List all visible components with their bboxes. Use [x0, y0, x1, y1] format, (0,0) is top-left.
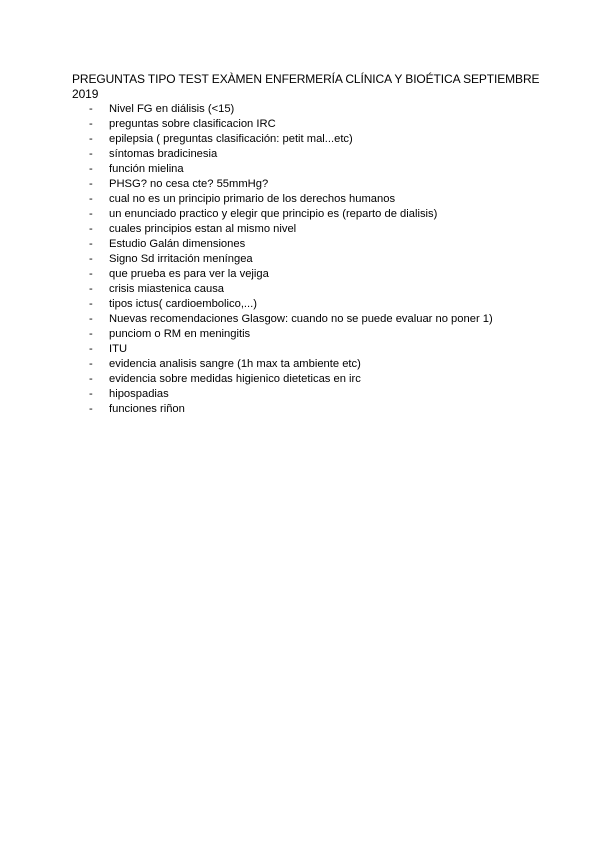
list-item — [72, 192, 542, 207]
list-bullet: - — [89, 193, 93, 205]
list-item-text: epilepsia ( preguntas clasificación: petit mal...etc) — [109, 133, 353, 145]
list-bullet: - — [89, 103, 93, 115]
list-item-text: Nivel FG en diálisis (<15) — [109, 103, 235, 115]
list-bullet: - — [89, 118, 93, 130]
list-item — [72, 162, 542, 177]
list-item — [72, 117, 542, 132]
list-bullet: - — [89, 208, 93, 220]
list-item — [72, 312, 542, 327]
list-item — [72, 282, 542, 297]
list-bullet: - — [89, 388, 93, 400]
document-title: PREGUNTAS TIPO TEST EXÀMEN ENFERMERÍA CLÍNICA Y BIOÉTICA SEPTIEMBRE 2019 — [72, 72, 540, 101]
list-bullet: - — [89, 328, 93, 340]
list-bullet: - — [89, 178, 93, 190]
list-item — [72, 177, 542, 192]
list-item-text: función mielina — [109, 163, 184, 175]
list-bullet: - — [89, 298, 93, 310]
list-item-text: punciom o RM en meningitis — [109, 328, 251, 340]
list-item-text: un enunciado practico y elegir que principio es (reparto de dialisis) — [109, 208, 438, 220]
list-item-text: PHSG? no cesa cte? 55mmHg? — [109, 178, 269, 190]
list-item-text: tipos ictus( cardioembolico,...) — [109, 298, 257, 310]
list-item-text: Signo Sd irritación meníngea — [109, 253, 253, 265]
list-item — [72, 297, 542, 312]
list-item-text: crisis miastenica causa — [109, 283, 225, 295]
list-item — [72, 387, 542, 402]
list-item-text: hipospadias — [109, 388, 169, 400]
list-item-text: ITU — [109, 343, 128, 355]
list-bullet: - — [89, 343, 93, 355]
list-bullet: - — [89, 313, 93, 325]
list-item-text: evidencia analisis sangre (1h max ta ambiente etc) — [109, 358, 361, 370]
list-bullet: - — [89, 358, 93, 370]
list-bullet: - — [89, 133, 93, 145]
list-item-text: evidencia sobre medidas higienico dieteticas en irc — [109, 373, 361, 385]
list-item-text: Nuevas recomendaciones Glasgow: cuando no se puede evaluar no poner 1) — [109, 313, 493, 325]
list-bullet: - — [89, 403, 93, 415]
list-bullet: - — [89, 253, 93, 265]
list-item-text: que prueba es para ver la vejiga — [109, 268, 269, 280]
list-item — [72, 372, 542, 387]
list-bullet: - — [89, 373, 93, 385]
list-item — [72, 357, 542, 372]
list-item — [72, 207, 542, 222]
list-item — [72, 102, 542, 117]
list-item-text: funciones riñon — [109, 403, 185, 415]
list-bullet: - — [89, 238, 93, 250]
list-item — [72, 267, 542, 282]
list-bullet: - — [89, 163, 93, 175]
list-item-text: Estudio Galán dimensiones — [109, 238, 246, 250]
list-item — [72, 222, 542, 237]
list-item — [72, 342, 542, 357]
list-item — [72, 327, 542, 342]
list-item-text: preguntas sobre clasificacion IRC — [109, 118, 276, 130]
list-bullet: - — [89, 223, 93, 235]
question-list — [72, 102, 542, 417]
list-bullet: - — [89, 283, 93, 295]
list-item — [72, 237, 542, 252]
list-item — [72, 132, 542, 147]
list-item — [72, 402, 542, 417]
list-bullet: - — [89, 148, 93, 160]
list-item — [72, 147, 542, 162]
list-item-text: síntomas bradicinesia — [109, 148, 218, 160]
list-bullet: - — [89, 268, 93, 280]
list-item-text: cual no es un principio primario de los derechos humanos — [109, 193, 396, 205]
list-item — [72, 252, 542, 267]
list-item-text: cuales principios estan al mismo nivel — [109, 223, 297, 235]
